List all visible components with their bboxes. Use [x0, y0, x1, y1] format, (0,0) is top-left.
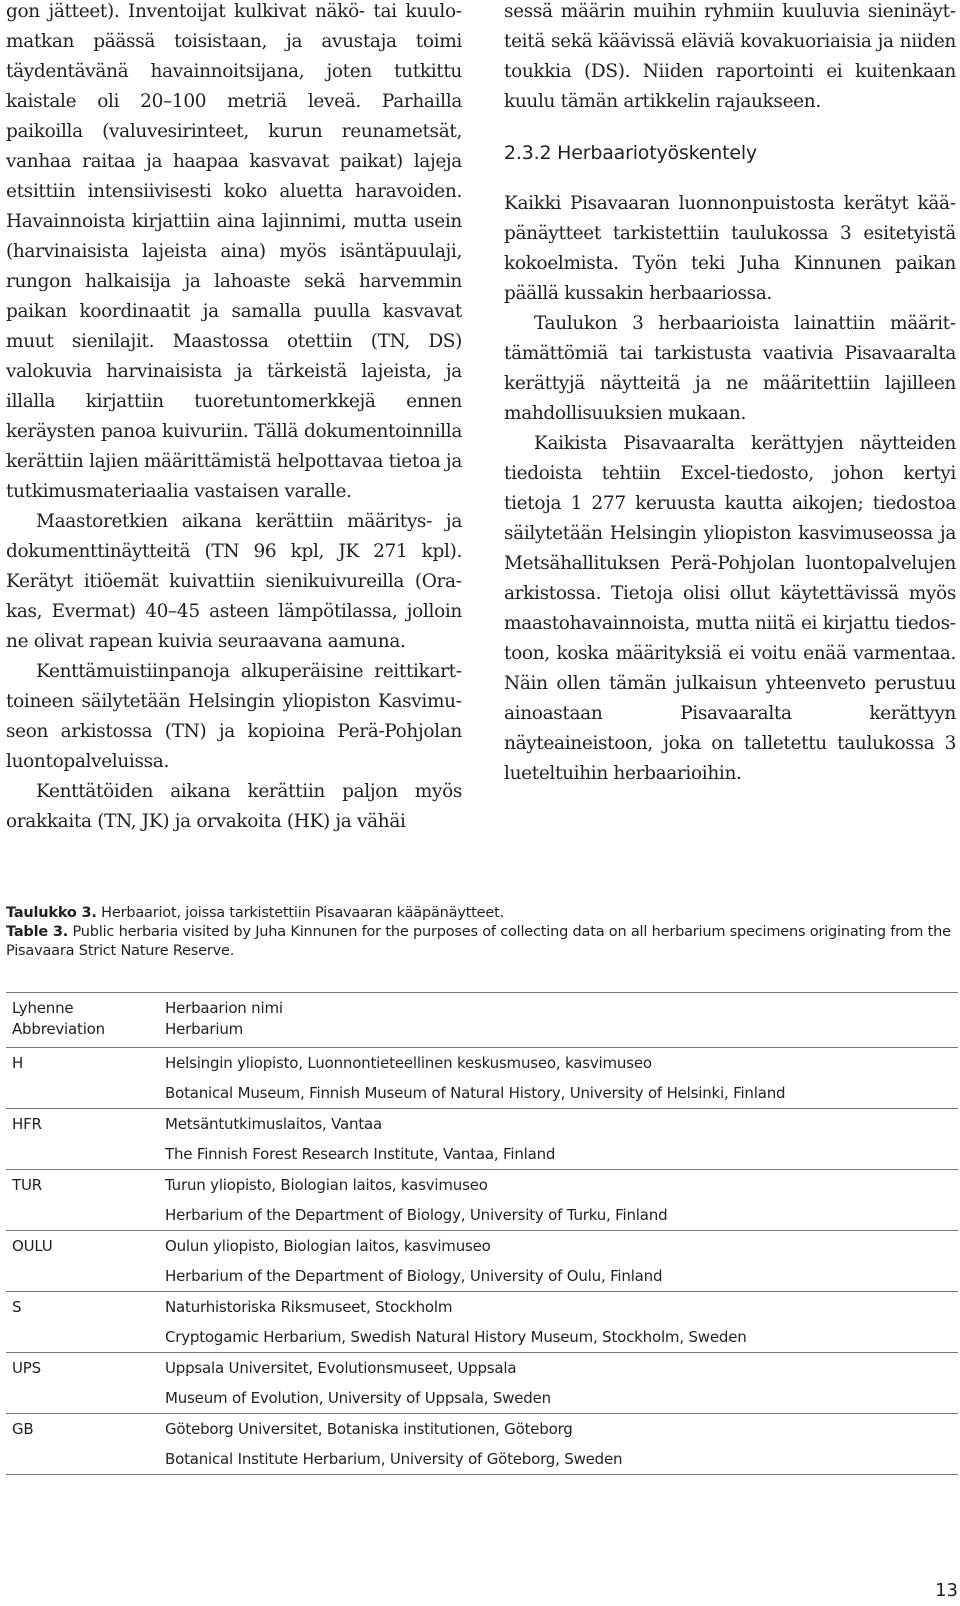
row-herbarium-name — [165, 1048, 958, 1108]
caption-text: Public herbaria visited by Juha Kinnunen for the purposes of collecting data on all herbarium specimens originating from the Pisavaara Strict Nature Reserve. — [6, 924, 951, 959]
table-row — [6, 1291, 958, 1352]
body-paragraph: Kaikista Pisavaaralta kerättyjen näytteiden tiedoista tehtiin Excel-tiedosto, johon kertyi tietoja 1 277 keruusta kautta aikojen; tiedostoa säilytetään Helsingin yliopiston kasvimuseossa ja Metsähallituksen Perä-Pohjolan luontopalvelujen arkistossa. Tietoja olisi ollut käytettävissä myös maastohavainnoista, mutta niitä ei kirjattu tiedostoon, koska määrityksiä ei voitu enää varmentaa. Näin ollen tämän julkaisun yhteenveto perustuu ainoastaan Pisavaaralta kerättyyn näyteaineistoon, joka on talletettu taulukossa 3 lueteltuihin herbaarioihin. — [504, 433, 956, 784]
row-name-fi: Göteborg Universitet, Botaniska institutionen, Göteborg — [165, 1420, 573, 1438]
header-herbarium-name — [165, 998, 958, 1040]
row-name-en: Botanical Museum, Finnish Museum of Natural History, University of Helsinki, Finland — [165, 1084, 786, 1102]
herbaria-table — [6, 992, 958, 1475]
caption-english — [6, 923, 958, 961]
row-name-en: Cryptogamic Herbarium, Swedish Natural History Museum, Stockholm, Sweden — [165, 1328, 747, 1346]
table-body — [6, 1048, 958, 1474]
table-caption — [6, 904, 958, 961]
row-abbreviation: GB — [12, 1420, 34, 1438]
row-abbreviation: H — [12, 1054, 24, 1072]
page-number: 13 — [935, 1580, 958, 1601]
table-row — [6, 1169, 958, 1230]
row-herbarium-name — [165, 1231, 958, 1291]
header-abbreviation — [6, 998, 165, 1040]
row-name-en: The Finnish Forest Research Institute, Vantaa, Finland — [165, 1145, 556, 1163]
row-herbarium-name — [165, 1292, 958, 1352]
table-row — [6, 1048, 958, 1108]
table-row — [6, 1352, 958, 1413]
row-name-en: Herbarium of the Department of Biology, University of Oulu, Finland — [165, 1267, 663, 1285]
header-abbr-en: Abbreviation — [12, 1020, 105, 1038]
row-name-fi: Helsingin yliopisto, Luonnontieteellinen keskusmuseo, kasvimuseo — [165, 1054, 652, 1072]
row-name-fi: Naturhistoriska Riksmuseet, Stockholm — [165, 1298, 453, 1316]
table-row — [6, 1108, 958, 1169]
body-paragraph: sessä määrin muihin ryhmiin kuuluvia sieninäytteitä sekä käävissä eläviä kovakuoriaisia ja niiden toukkia (DS). Niiden raportointi ei kuitenkaan kuulu tämän artikkelin rajaukseen. — [504, 1, 956, 112]
section-heading: 2.3.2 Herbaariotyöskentely — [504, 142, 757, 164]
left-column — [6, 0, 462, 837]
table-row — [6, 1230, 958, 1291]
row-herbarium-name — [165, 1170, 958, 1230]
body-paragraph: Kenttämuistiinpanoja alkuperäisine reittikarttoineen säilytetään Helsingin yliopiston Kasvimuseon arkistossa (TN) ja kopioina Perä-Pohjolan luontopalveluissa. — [6, 661, 462, 772]
body-paragraph: Kenttätöiden aikana kerättiin paljon myös orakkaita (TN, JK) ja orvakoita (HK) ja vähäi — [6, 781, 462, 832]
row-name-fi: Turun yliopisto, Biologian laitos, kasvimuseo — [165, 1176, 488, 1194]
row-abbreviation: S — [12, 1298, 22, 1316]
caption-text: Herbaariot, joissa tarkistettiin Pisavaaran kääpänäytteet. — [96, 905, 505, 921]
row-abbreviation: OULU — [12, 1237, 53, 1255]
header-name-en: Herbarium — [165, 1020, 244, 1038]
caption-label: Table 3. — [6, 924, 69, 940]
body-paragraph: Kaikki Pisavaaran luonnonpuistosta kerätyt kääpänäytteet tarkistettiin taulukossa 3 esitetyistä kokoelmista. Työn teki Juha Kinnunen paikan päällä kussakin herbaariossa. — [504, 193, 956, 304]
caption-finnish — [6, 904, 958, 923]
row-herbarium-name — [165, 1109, 958, 1169]
right-column — [504, 0, 956, 789]
header-name-fi: Herbaarion nimi — [165, 999, 283, 1017]
header-abbr-fi: Lyhenne — [12, 999, 74, 1017]
row-abbreviation: HFR — [12, 1115, 42, 1133]
table-header — [6, 993, 958, 1048]
row-name-en: Herbarium of the Department of Biology, University of Turku, Finland — [165, 1206, 668, 1224]
row-name-fi: Metsäntutkimuslaitos, Vantaa — [165, 1115, 383, 1133]
row-name-fi: Uppsala Universitet, Evolutionsmuseet, Uppsala — [165, 1359, 517, 1377]
row-abbreviation: UPS — [12, 1359, 41, 1377]
row-abbreviation: TUR — [12, 1176, 42, 1194]
body-paragraph: Taulukon 3 herbaarioista lainattiin määrittämättömiä tai tarkistusta vaativia Pisavaaralta kerättyjä näytteitä ja ne määritettiin lajilleen mahdollisuuksien mukaan. — [504, 313, 956, 424]
row-name-en: Museum of Evolution, University of Uppsala, Sweden — [165, 1389, 551, 1407]
body-paragraph: Maastoretkien aikana kerättiin määritys- ja dokumenttinäytteitä (TN 96 kpl, JK 271 kpl). Kerätyt itiöemät kuivattiin sienikuivureilla (Orakas, Evermat) 40–45 asteen lämpötilassa, jolloin ne olivat rapean kuivia seuraavana aamuna. — [6, 511, 462, 652]
row-name-fi: Oulun yliopisto, Biologian laitos, kasvimuseo — [165, 1237, 491, 1255]
row-name-en: Botanical Institute Herbarium, University of Göteborg, Sweden — [165, 1450, 623, 1468]
row-herbarium-name — [165, 1353, 958, 1413]
body-paragraph: gon jätteet). Inventoijat kulkivat näkö- tai kuulomatkan päässä toisistaan, ja avustaja toimi täydentävänä havainnoitsijana, joten tutkittu kaistale oli 20–100 metriä leveä. Parhailla paikoilla (valuvesirinteet, kurun reunametsät, vanhaa raitaa ja haapaa kasvavat paikat) lajeja etsittiin intensiivisesti koko aluetta haravoiden. Havainnoista kirjattiin aina lajinnimi, mutta usein (harvinaisista lajeista aina) myös isäntäpuulaji, rungon halkaisija ja lahoaste sekä harvemmin paikan koordinaatit ja samalla puulla kasvavat muut sienilajit. Maastossa otettiin (TN, DS) valokuvia harvinaisista ja tärkeistä lajeista, ja illalla kirjattiin tuoretuntomerkkejä ennen keräysten panoa kuivuriin. Tällä dokumentoinnilla kerättiin lajien määrittämistä helpottavaa tietoa ja tutkimusmateriaalia vastaisen varalle. — [6, 1, 462, 502]
caption-label: Taulukko 3. — [6, 905, 97, 921]
row-herbarium-name — [165, 1414, 958, 1474]
table-row — [6, 1413, 958, 1474]
